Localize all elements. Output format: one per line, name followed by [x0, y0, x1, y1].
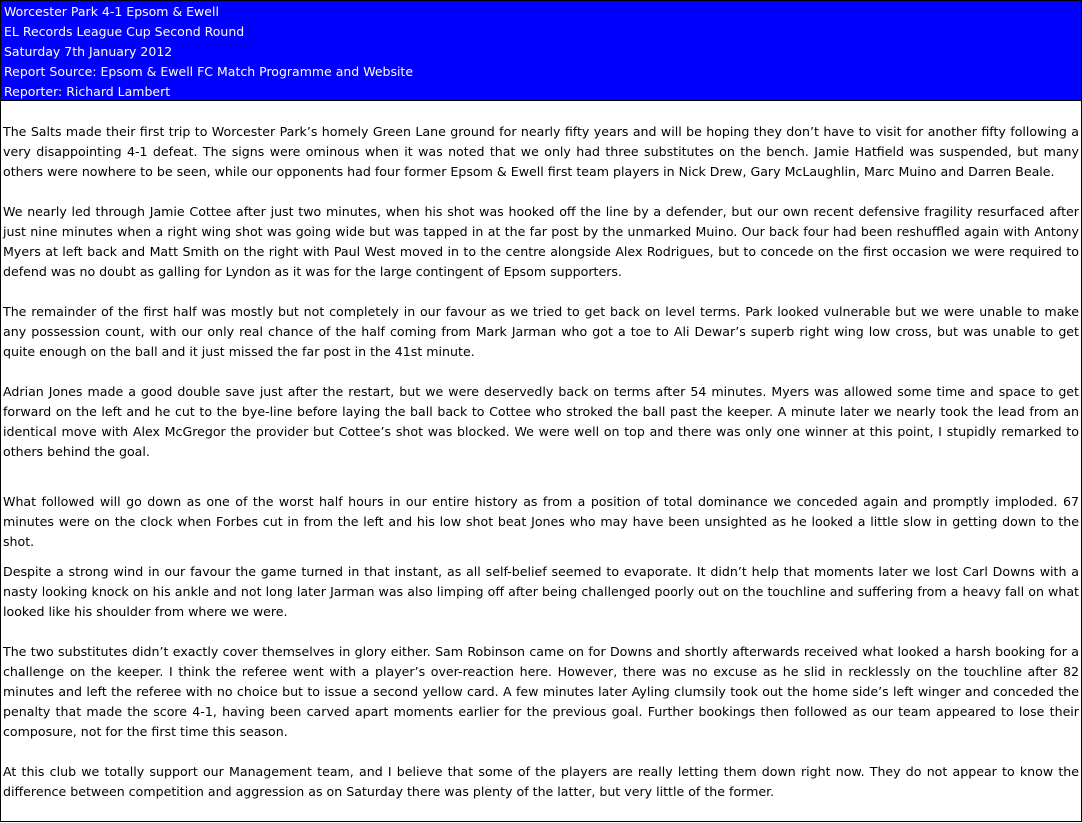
report-paragraph-8: At this club we totally support our Management team, and I believe that some of the players are really letting them down right now. They do not appear to know the difference between competition and aggression as on Saturday there was plenty of the latter, but very little of the former.	[3, 764, 1079, 799]
report-paragraph-2: We nearly led through Jamie Cottee after just two minutes, when his shot was hooked off the line by a defender, but our own recent defensive fragility resurfaced after just nine minutes when a right wing shot was going wide but was tapped in at the far post by the unmarked Muino. Our back four had been reshuffled again with Antony Myers at left back and Matt Smith on the right with Paul West moved in to the centre alongside Alex Rodrigues, but to concede on the first occasion we were required to defend was no doubt as galling for Lyndon as it was for the large contingent of Epsom supporters.	[3, 204, 1079, 279]
match-date: Saturday 7th January 2012	[4, 44, 173, 59]
match-result-title: Worcester Park 4-1 Epsom & Ewell	[4, 4, 219, 19]
report-paragraph-5: What followed will go down as one of the worst half hours in our entire history as from a position of total dominance we conceded again and promptly imploded. 67 minutes were on the clock when Forbes cut in from the left and his low shot beat Jones who may have been unsighted as he looked a little slow in getting down to the shot.	[3, 494, 1079, 549]
competition-name: EL Records League Cup Second Round	[4, 24, 245, 39]
reporter-name: Reporter: Richard Lambert	[4, 84, 171, 99]
report-paragraph-7: The two substitutes didn’t exactly cover themselves in glory either. Sam Robinson came on for Downs and shortly afterwards received what looked a harsh booking for a challenge on the keeper. I think the referee went with a player’s over-reaction here. However, there was no excuse as he slid in recklessly on the touchline after 82 minutes and left the referee with no choice but to issue a second yellow card. A few minutes later Ayling clumsily took out the home side’s left winger and conceded the penalty that made the score 4-1, having been carved apart moments earlier for the previous goal. Further bookings then followed as our team appeared to lose their composure, not for the first time this season.	[3, 644, 1079, 739]
report-paragraph-3: The remainder of the first half was mostly but not completely in our favour as we tried to get back on level terms. Park looked vulnerable but we were unable to make any possession count, with our only real chance of the half coming from Mark Jarman who got a toe to Ali Dewar’s superb right wing low cross, but was unable to get quite enough on the ball and it just missed the far post in the 41st minute.	[3, 304, 1079, 359]
report-header	[0, 0, 1082, 101]
report-paragraph-6: Despite a strong wind in our favour the game turned in that instant, as all self-belief seemed to evaporate. It didn’t help that moments later we lost Carl Downs with a nasty looking knock on his ankle and not long later Jarman was also limping off after being challenged poorly out on the touchline and suffering from a heavy fall on what looked like his shoulder from where we were.	[3, 564, 1079, 619]
report-paragraph-1: The Salts made their first trip to Worcester Park’s homely Green Lane ground for nearly fifty years and will be hoping they don’t have to visit for another fifty following a very disappointing 4-1 defeat. The signs were ominous when it was noted that we only had three substitutes on the bench. Jamie Hatfield was suspended, but many others were nowhere to be seen, while our opponents had four former Epsom & Ewell first team players in Nick Drew, Gary McLaughlin, Marc Muino and Darren Beale.	[3, 124, 1079, 179]
report-source: Report Source: Epsom & Ewell FC Match Programme and Website	[4, 64, 414, 79]
report-paragraph-4: Adrian Jones made a good double save just after the restart, but we were deservedly back on terms after 54 minutes. Myers was allowed some time and space to get forward on the left and he cut to the bye-line before laying the ball back to Cottee who stroked the ball past the keeper. A minute later we nearly took the lead from an identical move with Alex McGregor the provider but Cottee’s shot was blocked. We were well on top and there was only one winner at this point, I stupidly remarked to others behind the goal.	[3, 384, 1079, 459]
